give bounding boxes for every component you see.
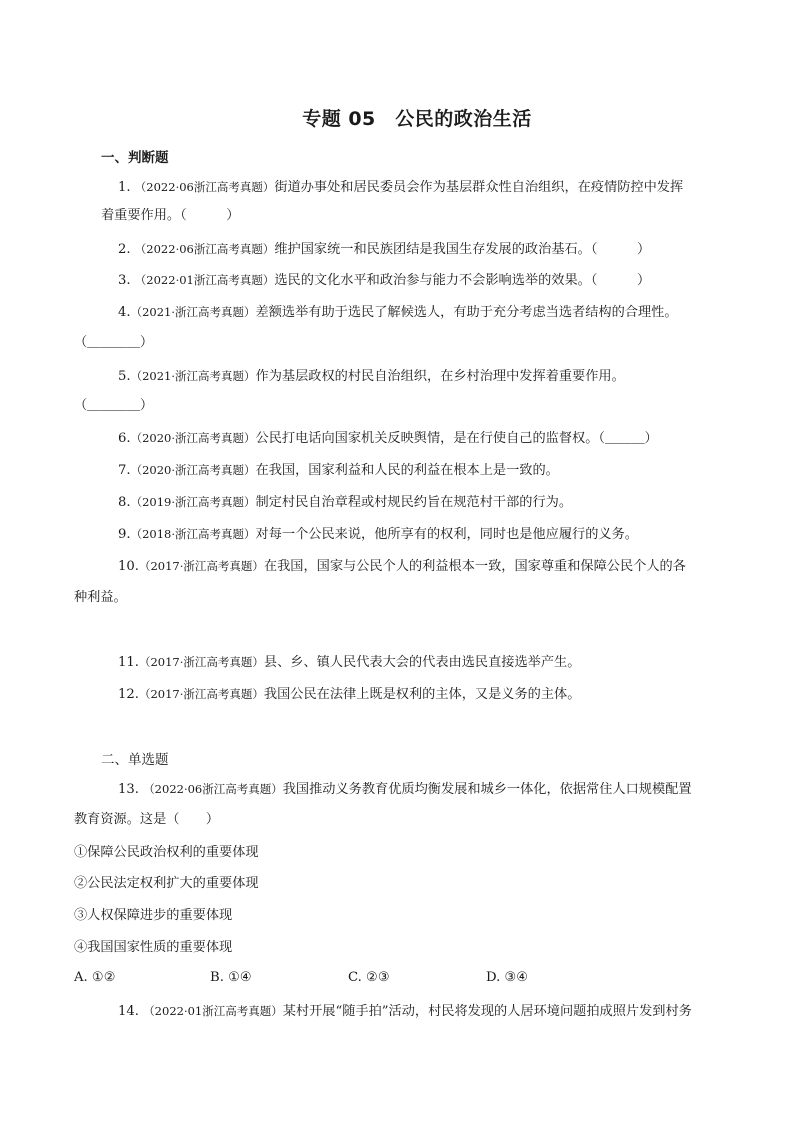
question-10-cont: 种利益。 [74,590,127,605]
question-text: 我国公民在法律上既是权利的主体，又是义务的主体。 [263,687,581,702]
choice-item: ①保障公民政治权利的重要体现 [74,845,259,860]
question-source: （2017·浙江高考真题） [138,687,264,701]
question-number: 11. [118,655,139,670]
question-source: （2018·浙江高考真题） [130,527,256,541]
question-number: 1. [118,180,131,195]
question-number: 14. [118,1004,139,1019]
question-1 [118,177,722,198]
question-source: （2022·01浙江高考真题） [134,273,275,287]
question-text: 某村开展“随手拍”活动，村民将发现的人居环境问题拍成照片发到村务 [282,1004,692,1019]
page-title: 专题 05 公民的政治生活 [302,108,532,130]
question-text: 差额选举有助于选民了解候选人，有助于充分考虑当选者结构的合理性。 [255,305,678,320]
question-source: （2019·浙江高考真题） [130,495,256,509]
question-14 [118,1001,722,1022]
question-number: 7. [118,463,131,478]
question-6 [118,428,722,449]
choice-item: ②公民法定权利扩大的重要体现 [74,876,259,891]
section-heading-single-choice: 二、单选题 [101,752,169,768]
question-13 [118,779,722,800]
question-source: （2022·01浙江高考真题） [143,1004,283,1018]
question-number: 10. [118,559,139,574]
option-a: A. ①② [74,970,116,985]
question-source: （2022·06浙江高考真题） [134,242,275,256]
question-1-cont: 着重要作用。（ ） [101,208,240,223]
question-4 [118,302,722,323]
question-number: 13. [118,782,139,797]
choice-item: ④我国国家性质的重要体现 [74,940,233,955]
question-8 [118,492,722,513]
question-number: 12. [118,687,139,702]
question-source: （2022·06浙江高考真题） [134,180,275,194]
question-text: 我国推动义务教育优质均衡发展和城乡一体化，依据常住人口规模配置 [282,782,692,797]
question-5-answer-blank: （＿＿＿＿） [74,398,154,413]
question-7 [118,460,722,481]
question-text: 维护国家统一和民族团结是我国生存发展的政治基石。（ ） [274,242,651,257]
option-d: D. ③④ [486,970,529,985]
question-9 [118,524,722,545]
question-text: 街道办事处和居民委员会作为基层群众性自治组织，在疫情防控中发挥 [274,180,684,195]
question-text: 选民的文化水平和政治参与能力不会影响选举的效果。（ ） [274,273,651,288]
question-text: 作为基层政权的村民自治组织，在乡村治理中发挥着重要作用。 [255,369,625,384]
question-source: （2020·浙江高考真题） [130,463,256,477]
question-11 [118,652,722,673]
choice-item: ③人权保障进步的重要体现 [74,908,233,923]
question-source: （2021·浙江高考真题） [130,305,256,319]
question-source: （2022·06浙江高考真题） [143,782,283,796]
option-c: C. ②③ [348,970,390,985]
question-number: 6. [118,431,131,446]
question-number: 8. [118,495,131,510]
question-4-answer-blank: （＿＿＿＿） [74,335,154,350]
question-text: 在我国，国家利益和人民的利益在根本上是一致的。 [255,463,559,478]
section-heading-judgment: 一、判断题 [101,150,169,166]
question-source: （2017·浙江高考真题） [138,559,264,573]
question-3 [118,270,722,291]
question-text: 在我国，国家与公民个人的利益根本一致，国家尊重和保障公民个人的各 [263,559,686,574]
option-b: B. ①④ [210,970,252,985]
question-number: 5. [118,369,131,384]
question-2 [118,239,722,260]
question-10 [118,556,722,577]
question-source: （2020·浙江高考真题） [130,431,256,445]
question-number: 3. [118,273,131,288]
question-text: 制定村民自治章程或村规民约旨在规范村干部的行为。 [255,495,573,510]
question-text: 公民打电话向国家机关反映舆情，是在行使自己的监督权。（＿＿＿） [255,431,658,446]
question-source: （2021·浙江高考真题） [130,369,256,383]
question-13-cont: 教育资源。这是（ ） [74,812,220,827]
question-number: 9. [118,527,131,542]
question-source: （2017·浙江高考真题） [138,655,264,669]
question-text: 县、乡、镇人民代表大会的代表由选民直接选举产生。 [263,655,581,670]
question-number: 2. [118,242,131,257]
question-12 [118,684,722,705]
question-5 [118,366,722,387]
question-text: 对每一个公民来说，他所享有的权利，同时也是他应履行的义务。 [255,527,638,542]
question-number: 4. [118,305,131,320]
